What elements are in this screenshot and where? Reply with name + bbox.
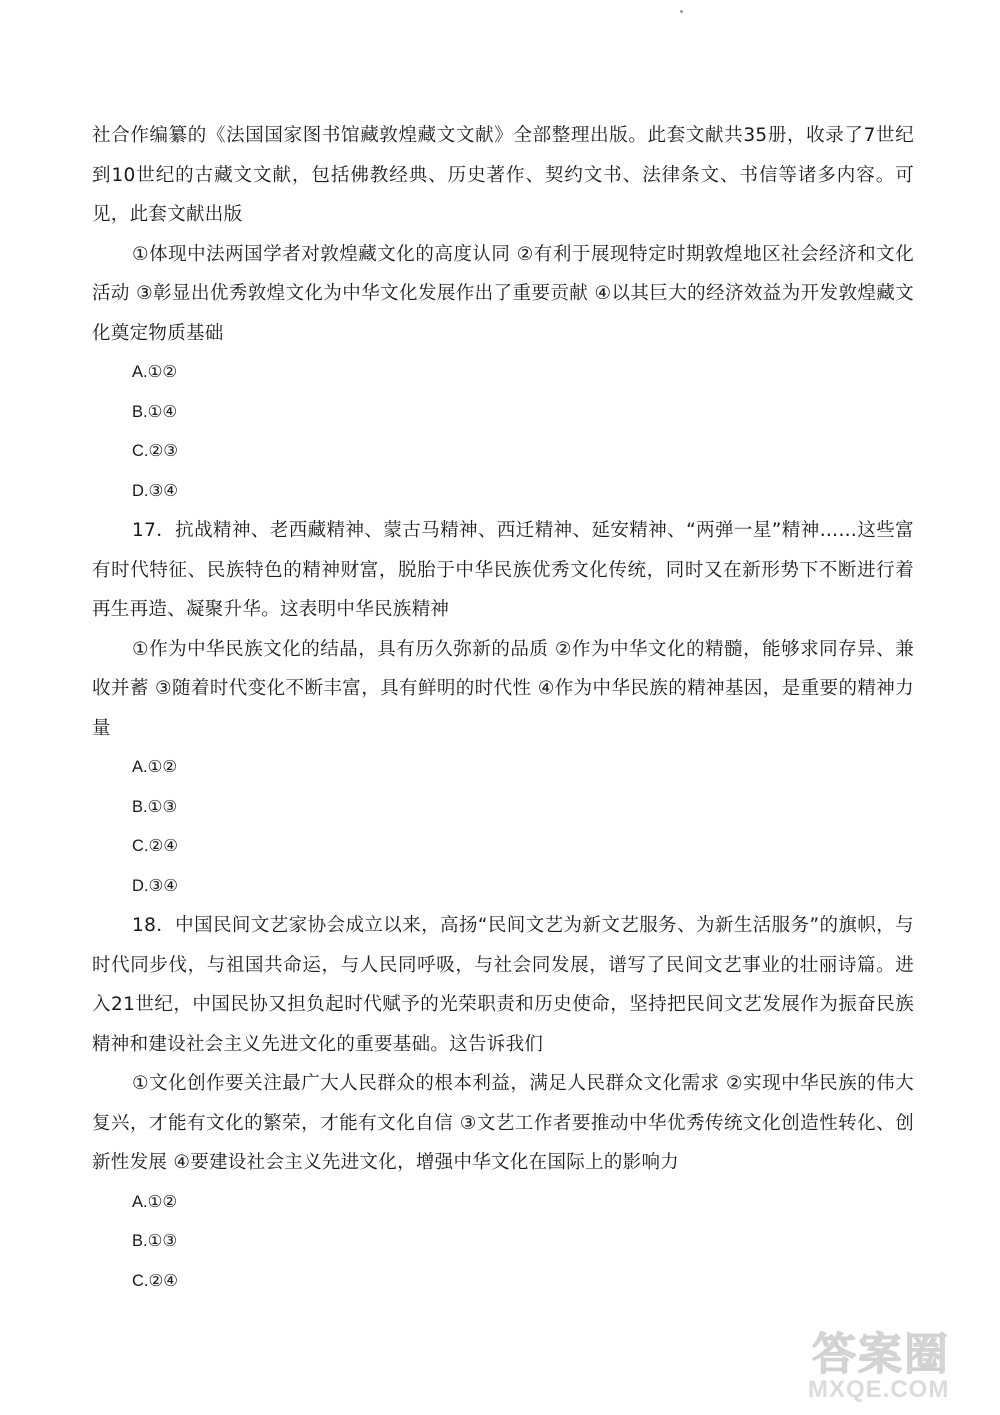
- question-16-statements: ①体现中法两国学者对敦煌藏文化的高度认同 ②有利于展现特定时期敦煌地区社会经济和文化活动 ③彰显出优秀敦煌文化为中华文化发展作出了重要贡献 ④以其巨大的经济效益为开发敦煌藏文化奠定物质基础: [92, 243, 914, 344]
- question-16-option-d[interactable]: D.③④: [132, 481, 179, 500]
- watermark-url: MXQE.COM: [808, 1376, 950, 1403]
- question-18: [92, 906, 914, 1301]
- question-18-option-a[interactable]: A.①②: [132, 1192, 178, 1211]
- exam-page: [92, 116, 914, 1301]
- question-16-stem: 社合作编纂的《法国国家图书馆藏敦煌藏文文献》全部整理出版。此套文献共35册，收录了7世纪到10世纪的古藏文文献，包括佛教经典、历史著作、契约文书、法律条文、书信等诸多内容。可见，此套文献出版: [92, 125, 914, 225]
- question-17: [92, 511, 914, 906]
- question-17-option-a[interactable]: A.①②: [132, 758, 178, 776]
- watermark-logo-text: 答案圈: [812, 1329, 950, 1380]
- question-18-option-c[interactable]: C.②④: [132, 1271, 179, 1290]
- question-17-option-c[interactable]: C.②④: [132, 837, 179, 855]
- site-watermark: [808, 1318, 988, 1410]
- question-17-option-d[interactable]: D.③④: [132, 876, 179, 895]
- question-18-statements: ①文化创作要关注最广大人民群众的根本利益，满足人民群众文化需求 ②实现中华民族的伟大复兴，才能有文化的繁荣，才能有文化自信 ③文艺工作者要推动中华优秀传统文化创造性转化、创新性发展 ④要建设社会主义先进文化，增强中华文化在国际上的影响力: [92, 1073, 914, 1173]
- question-16: [92, 116, 914, 511]
- question-17-option-b[interactable]: B.①③: [132, 797, 178, 816]
- scan-dot: [680, 10, 683, 13]
- question-16-option-a[interactable]: A.①②: [132, 363, 178, 381]
- question-16-option-b[interactable]: B.①④: [132, 402, 178, 421]
- question-17-stem: 17．抗战精神、老西藏精神、蒙古马精神、西迁精神、延安精神、“两弹一星”精神……这些富有时代特征、民族特色的精神财富，脱胎于中华民族优秀文化传统，同时又在新形势下不断进行着再生再造、凝聚升华。这表明中华民族精神: [92, 520, 914, 620]
- question-17-statements: ①作为中华民族文化的结晶，具有历久弥新的品质 ②作为中华文化的精髓，能够求同存异、兼收并蓄 ③随着时代变化不断丰富，具有鲜明的时代性 ④作为中华民族的精神基因，是重要的精神力量: [92, 638, 914, 739]
- question-18-option-b[interactable]: B.①③: [132, 1232, 178, 1250]
- question-18-stem: 18．中国民间文艺家协会成立以来，高扬“民间文艺为新文艺服务、为新生活服务”的旗帜，与时代同步伐，与祖国共命运，与人民同呼吸，与社会同发展，谱写了民间文艺事业的壮丽诗篇。进入21世纪，中国民协又担负起时代赋予的光荣职责和历史使命，坚持把民间文艺发展作为振奋民族精神和建设社会主义先进文化的重要基础。这告诉我们: [92, 915, 914, 1055]
- question-16-option-c[interactable]: C.②③: [132, 442, 179, 460]
